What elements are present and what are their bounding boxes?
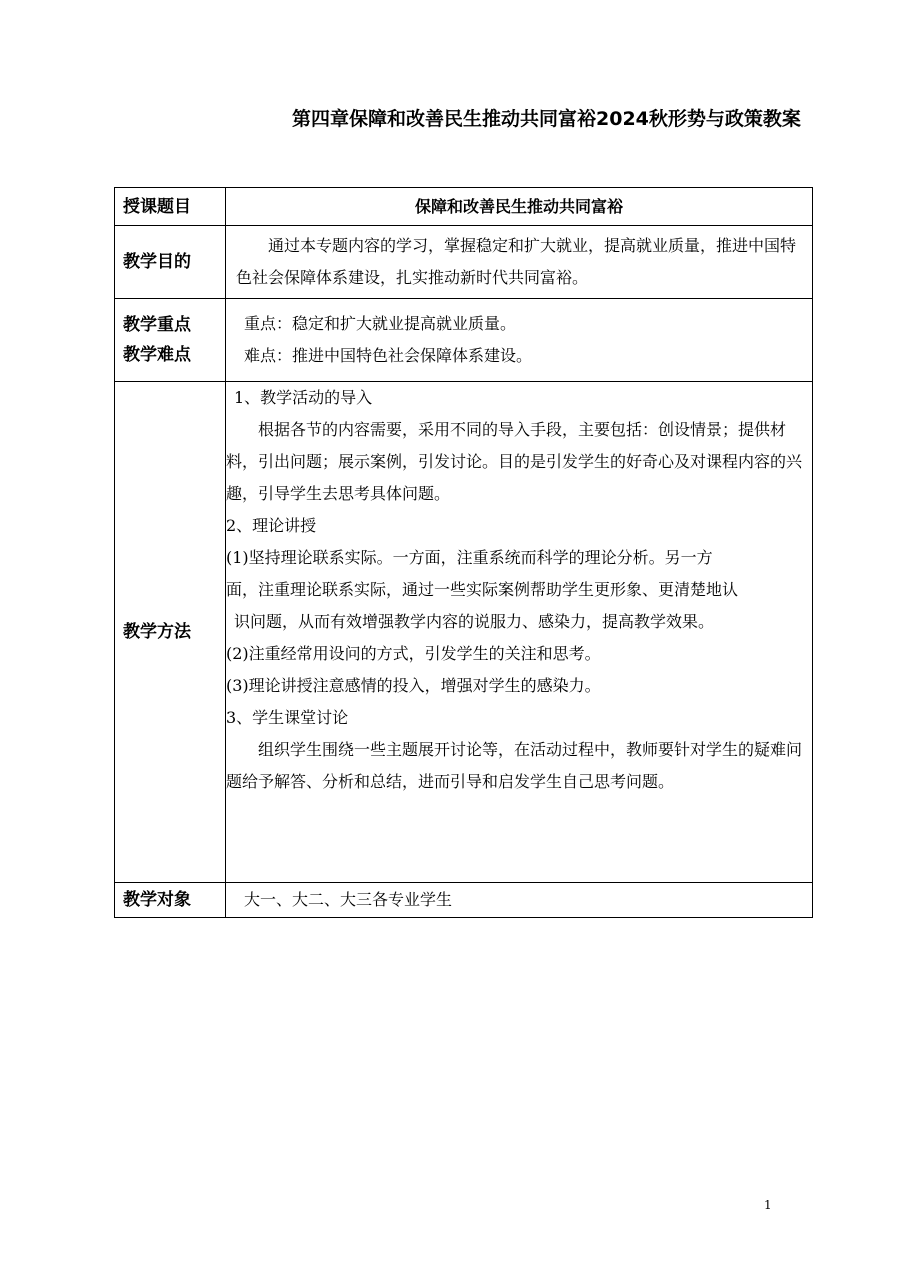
table-row-goal	[115, 226, 813, 299]
topic-value: 保障和改善民生推动共同富裕	[226, 188, 813, 226]
target-label: 教学对象	[115, 883, 226, 918]
method-label: 教学方法	[115, 382, 226, 883]
table-row-method	[115, 382, 813, 883]
method-spacer	[226, 798, 812, 876]
method-section3-text: 组织学生围绕一些主题展开讨论等，在活动过程中，教师要针对学生的疑难问题给予解答、分析和总结，进而引导和启发学生自己思考问题。	[226, 740, 803, 791]
key-points-label-line1: 教学重点	[123, 315, 191, 335]
table-row-key-points	[115, 299, 813, 382]
table-row-target	[115, 883, 813, 918]
method-section3-heading: 3、学生课堂讨论	[226, 708, 349, 727]
method-section2-heading: 2、理论讲授	[226, 516, 317, 535]
method-item2: (2)注重经常用设问的方式，引发学生的关注和思考。	[226, 644, 601, 663]
goal-cell	[226, 226, 813, 299]
method-section1-heading: 1、教学活动的导入	[234, 388, 373, 407]
target-cell	[226, 883, 813, 918]
target-text: 大一、大二、大三各专业学生	[244, 890, 453, 909]
document-title: 第四章保障和改善民生推动共同富裕2024秋形势与政策教案	[292, 108, 801, 130]
method-cell	[226, 382, 813, 883]
method-section1-text: 根据各节的内容需要，采用不同的导入手段，主要包括：创设情景；提供材料，引出问题；展示案例，引发讨论。目的是引发学生的好奇心及对课程内容的兴趣，引导学生去思考具体问题。	[226, 420, 803, 503]
key-points-label-line2: 教学难点	[123, 345, 191, 365]
method-item3: (3)理论讲授注意感情的投入，增强对学生的感染力。	[226, 676, 601, 695]
lesson-plan-table	[114, 187, 813, 918]
difficulty-text: 难点：推进中国特色社会保障体系建设。	[244, 346, 533, 365]
key-points-cell	[226, 299, 813, 382]
goal-text: 通过本专题内容的学习，掌握稳定和扩大就业，提高就业质量，推进中国特色社会保障体系建设，扎实推动新时代共同富裕。	[236, 236, 797, 287]
goal-label: 教学目的	[115, 226, 226, 299]
method-item1-line2: 面，注重理论联系实际，通过一些实际案例帮助学生更形象、更清楚地认	[226, 580, 739, 599]
key-points-label	[115, 299, 226, 382]
method-item1-line3: 识问题，从而有效增强教学内容的说服力、感染力，提高教学效果。	[234, 612, 715, 631]
method-item1-line1: (1)坚持理论联系实际。一方面，注重系统而科学的理论分析。另一方	[226, 548, 713, 567]
page-number: 1	[764, 1198, 772, 1212]
topic-label: 授课题目	[115, 188, 226, 226]
table-row-topic	[115, 188, 813, 226]
focus-text: 重点：稳定和扩大就业提高就业质量。	[244, 314, 517, 333]
